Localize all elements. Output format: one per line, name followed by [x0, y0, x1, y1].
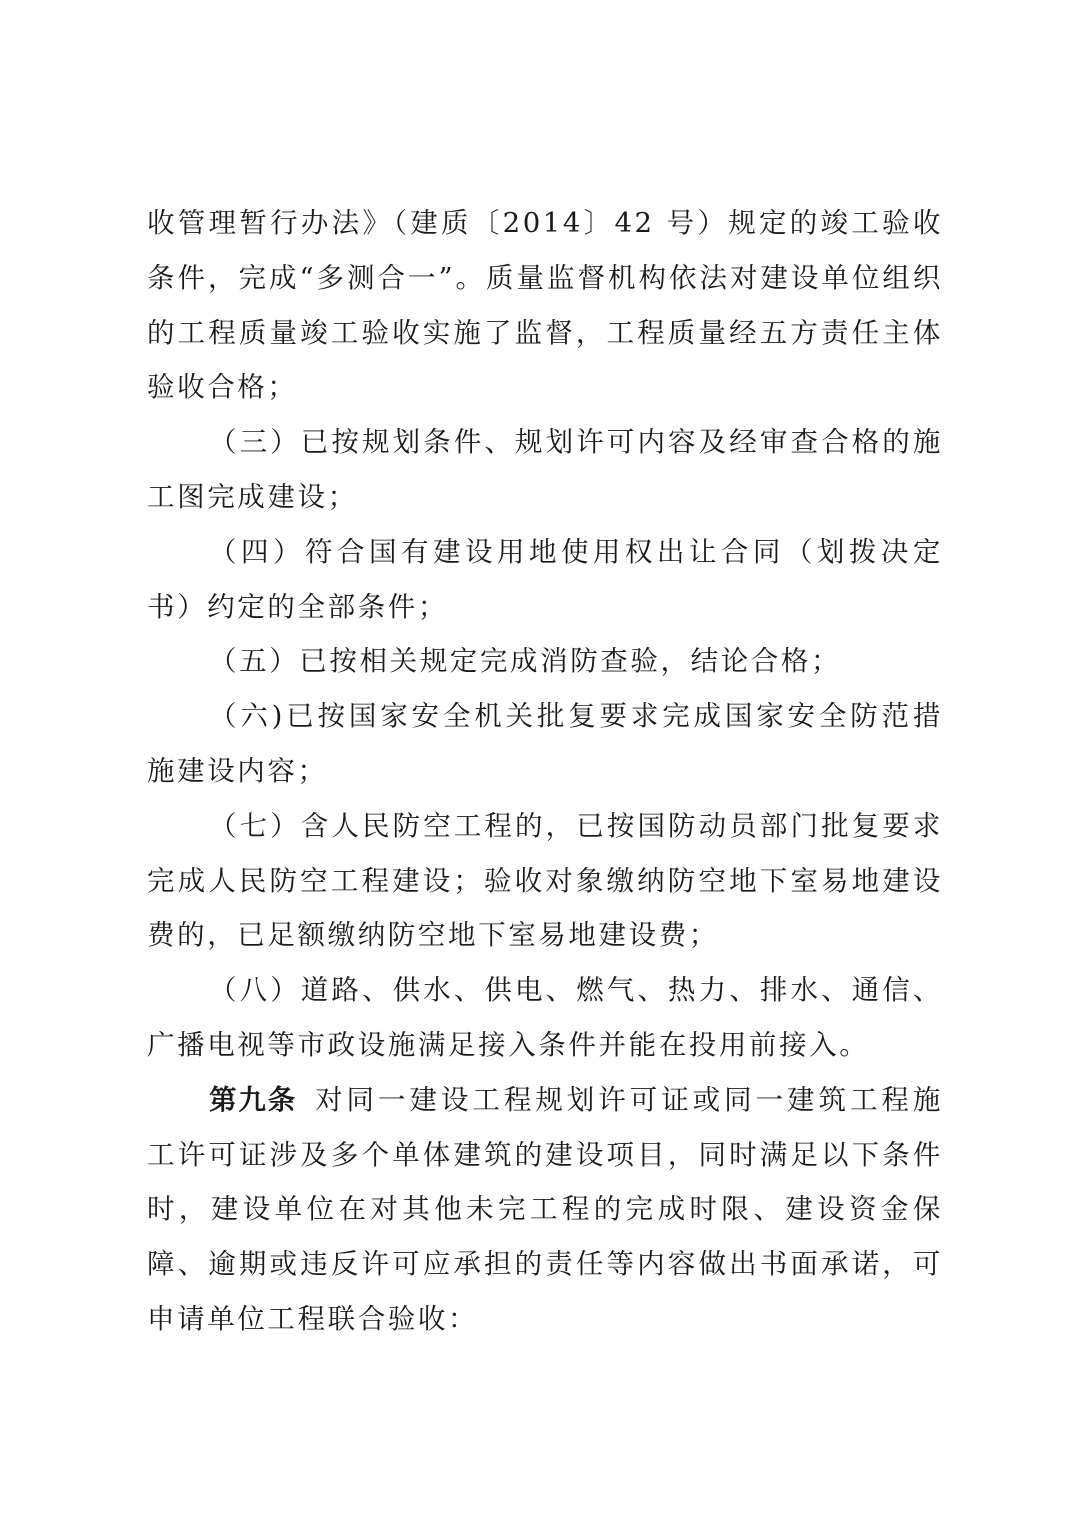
article-9-paragraph [147, 1073, 943, 1347]
paragraph-item-4: （四）符合国有建设用地使用权出让合同（划拨决定书）约定的全部条件； [147, 535, 943, 623]
paragraph-continuation: 收管理暂行办法》（建质〔2014〕42 号）规定的竣工验收条件，完成“多测合一”。质量监督机构依法对建设单位组织的工程质量竣工验收实施了监督，工程质量经五方责任主体验收合格； [147, 207, 943, 404]
paragraph-item-7: （七）含人民防空工程的，已按国防动员部门批复要求完成人民防空工程建设；验收对象缴纳防空地下室易地建设费的，已足额缴纳防空地下室易地建设费； [147, 809, 943, 952]
paragraph-item-5: （五）已按相关规定完成消防查验，结论合格； [209, 645, 842, 678]
paragraph-item-3: （三）已按规划条件、规划许可内容及经审查合格的施工图完成建设； [147, 426, 943, 513]
paragraph-item-8: （八）道路、供水、供电、燃气、热力、排水、通信、广播电视等市政设施满足接入条件并能在投用前接入。 [147, 974, 943, 1061]
paragraph-item-6: （六)已按国家安全机关批复要求完成国家安全防范措施建设内容； [147, 700, 943, 787]
article-heading: 第九条 [209, 1083, 298, 1116]
document-body [147, 196, 943, 1347]
article-text: 对同一建设工程规划许可证或同一建筑工程施工许可证涉及多个单体建筑的建设项目，同时满足以下条件时，建设单位在对其他未完工程的完成时限、建设资金保障、逾期或违反许可应承担的责任等内容做出书面承诺，可申请单位工程联合验收： [147, 1083, 944, 1335]
